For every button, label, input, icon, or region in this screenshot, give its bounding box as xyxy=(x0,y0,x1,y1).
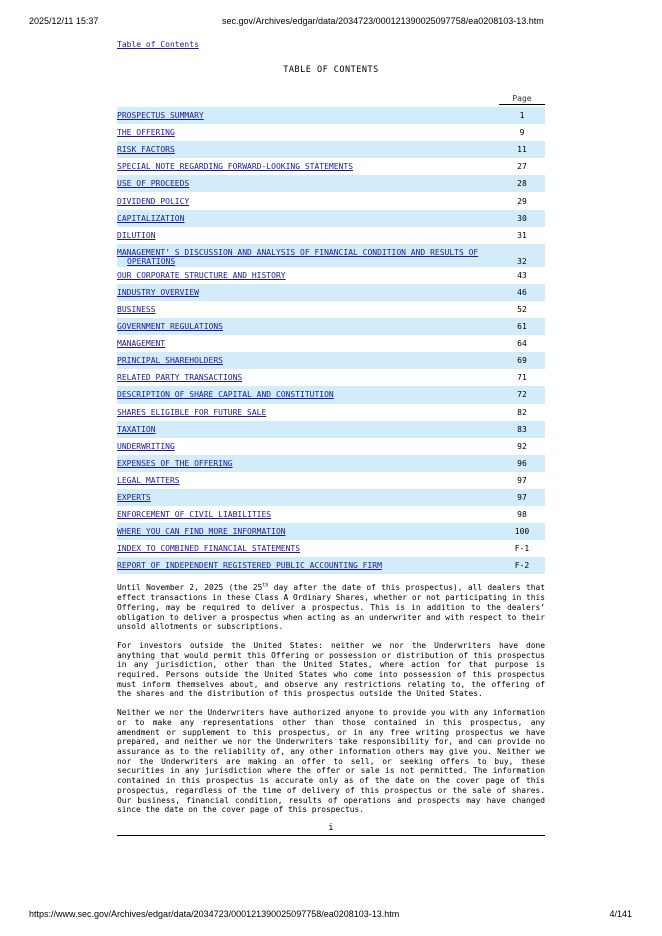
print-datetime: 2025/12/11 15:37 xyxy=(29,16,99,26)
toc-row xyxy=(117,301,545,318)
toc-page-number: 9 xyxy=(519,128,525,138)
toc-page-number: 92 xyxy=(517,441,527,451)
toc-page-number: 46 xyxy=(499,284,545,301)
non-us-investors-paragraph: For investors outside the United States: neither we nor the Underwriters have done anything that would permit this Offering or possession or distribution of this prospectus in any jurisdiction, other than the United States, where action for that purpose is required. Persons outside the United States who come into possession of this prospectus must inform themselves about, and observe any restrictions relating to, the offering of the shares and the distribution of this prospectus outside the United States. xyxy=(117,640,545,699)
toc-page-number: 71 xyxy=(517,373,527,383)
toc-page-number: 98 xyxy=(517,510,527,520)
toc-entry-link[interactable]: EXPENSES OF THE OFFERING xyxy=(117,458,233,468)
toc-page-number: 83 xyxy=(499,421,545,438)
toc-entry-link[interactable]: UNDERWRITING xyxy=(117,441,175,451)
toc-table xyxy=(117,89,545,574)
toc-row xyxy=(117,421,545,438)
toc-row xyxy=(117,523,545,540)
toc-entry-link[interactable]: WHERE YOU CAN FIND MORE INFORMATION xyxy=(117,527,286,537)
toc-entry-link[interactable]: EXPERTS xyxy=(117,493,151,503)
toc-row xyxy=(117,335,545,352)
toc-row xyxy=(117,489,545,506)
toc-page-number: 100 xyxy=(499,523,545,540)
page-title: TABLE OF CONTENTS xyxy=(283,65,379,75)
toc-page-number: F-1 xyxy=(514,544,530,554)
table-of-contents-link[interactable]: Table of Contents xyxy=(117,40,199,49)
toc-row xyxy=(117,141,545,158)
toc-entry-link[interactable]: USE OF PROCEEDS xyxy=(117,179,190,189)
toc-page-number: 28 xyxy=(499,175,545,192)
toc-page-number: 31 xyxy=(517,230,527,240)
toc-row xyxy=(117,175,545,192)
toc-page-number: 43 xyxy=(517,270,527,280)
toc-page-number: 97 xyxy=(517,475,527,485)
toc-row xyxy=(117,438,545,455)
toc-entry-link[interactable]: RELATED PARTY TRANSACTIONS xyxy=(117,373,243,383)
toc-entry-link[interactable]: MANAGEMENT xyxy=(117,339,166,349)
toc-entry-line1: MANAGEMENT’ S DISCUSSION AND ANALYSIS OF FINANCIAL CONDITION AND RESULTS OF xyxy=(117,247,479,257)
toc-entry-link[interactable]: GOVERNMENT REGULATIONS xyxy=(117,322,223,332)
toc-row xyxy=(117,267,545,284)
toc-page-number: 1 xyxy=(499,107,545,124)
toc-page-number: 96 xyxy=(499,455,545,472)
toc-header-row xyxy=(117,89,545,105)
toc-page-number: 61 xyxy=(499,318,545,335)
toc-header-spacer xyxy=(117,89,499,105)
toc-entry-link[interactable]: PRINCIPAL SHAREHOLDERS xyxy=(117,356,223,366)
document-page xyxy=(117,36,545,836)
toc-row xyxy=(117,472,545,489)
toc-page-number: 27 xyxy=(517,162,527,172)
toc-row xyxy=(117,284,545,301)
toc-entry-link[interactable]: DESCRIPTION OF SHARE CAPITAL AND CONSTITUTION xyxy=(117,390,334,400)
toc-row xyxy=(117,158,545,175)
toc-row xyxy=(117,227,545,244)
toc-entry-link[interactable]: SHARES ELIGIBLE FOR FUTURE SALE xyxy=(117,407,267,417)
toc-page-number: 64 xyxy=(517,339,527,349)
toc-entry-link[interactable]: INDEX TO COMBINED FINANCIAL STATEMENTS xyxy=(117,544,301,554)
toc-row xyxy=(117,244,545,267)
toc-entry-link[interactable]: TAXATION xyxy=(117,424,156,434)
toc-row xyxy=(117,404,545,421)
toc-row xyxy=(117,369,545,386)
toc-entry-link[interactable]: THE OFFERING xyxy=(117,128,175,138)
toc-entry-link[interactable]: REPORT OF INDEPENDENT REGISTERED PUBLIC ACCOUNTING FIRM xyxy=(117,561,382,571)
dealer-prospectus-delivery-paragraph: Until November 2, 2025 (the 25th day after the date of this prospectus), all dealers that effect transactions in these Class A Ordinary Shares, whether or not participating in this Offering, may be required to deliver a prospectus. This is in addition to the dealers’ obligation to deliver a prospectus when acting as an underwriter and with respect to their unsold allotments or subscriptions. xyxy=(117,582,545,632)
toc-row xyxy=(117,192,545,209)
toc-entry-link[interactable]: OUR CORPORATE STRUCTURE AND HISTORY xyxy=(117,270,286,280)
toc-page-number: 32 xyxy=(499,244,545,267)
toc-row xyxy=(117,557,545,574)
page-column-header: Page xyxy=(499,89,545,105)
toc-entry-link[interactable]: SPECIAL NOTE REGARDING FORWARD-LOOKING STATEMENTS xyxy=(117,162,354,172)
page-number: i xyxy=(328,822,334,833)
toc-page-number: 11 xyxy=(499,141,545,158)
toc-row xyxy=(117,386,545,403)
toc-entry-link[interactable]: PROSPECTUS SUMMARY xyxy=(117,111,204,121)
toc-row xyxy=(117,318,545,335)
toc-entry-link[interactable]: ENFORCEMENT OF CIVIL LIABILITIES xyxy=(117,510,272,520)
toc-page-number: 97 xyxy=(499,489,545,506)
toc-page-number: 29 xyxy=(517,196,527,206)
toc-entry-link[interactable]: BUSINESS xyxy=(117,304,156,314)
toc-entry-link[interactable] xyxy=(117,248,499,266)
page-bottom-rule xyxy=(117,835,545,836)
toc-page-number: 52 xyxy=(517,304,527,314)
toc-page-number: 82 xyxy=(517,407,527,417)
toc-row xyxy=(117,107,545,124)
toc-row xyxy=(117,210,545,227)
toc-entry-link[interactable]: INDUSTRY OVERVIEW xyxy=(117,287,199,297)
toc-entry-link[interactable]: CAPITALIZATION xyxy=(117,213,185,223)
toc-row xyxy=(117,506,545,523)
toc-entry-line2: OPERATIONS xyxy=(127,256,176,266)
toc-entry-link[interactable]: RISK FACTORS xyxy=(117,145,175,155)
toc-row xyxy=(117,124,545,141)
toc-entry-link[interactable]: LEGAL MATTERS xyxy=(117,475,180,485)
print-page-count: 4/141 xyxy=(609,909,632,919)
print-footer-url: https://www.sec.gov/Archives/edgar/data/2034723/000121390025097758/ea0208103-13.htm xyxy=(29,909,400,919)
toc-entry-link[interactable]: DIVIDEND POLICY xyxy=(117,196,190,206)
toc-page-number: 69 xyxy=(499,352,545,369)
toc-page-number: 72 xyxy=(499,386,545,403)
print-header-url: sec.gov/Archives/edgar/data/2034723/000121390025097758/ea0208103-13.htm xyxy=(222,16,544,26)
toc-page-number: F-2 xyxy=(499,557,545,574)
toc-row xyxy=(117,540,545,557)
toc-row xyxy=(117,455,545,472)
toc-entry-link[interactable]: DILUTION xyxy=(117,230,156,240)
toc-page-number: 30 xyxy=(499,210,545,227)
toc-row xyxy=(117,352,545,369)
authorization-disclaimer-paragraph: Neither we nor the Underwriters have authorized anyone to provide you with any information or to make any representations other than those contained in this prospectus, any amendment or supplement to this prospectus, or in any free writing prospectus we have prepared, and neither we nor the Underwriters take responsibility for, and can provide no assurance as to the reliability of, any other information others may give you. Neither we nor the Underwriters are making an offer to sell, or seeking offers to buy, these securities in any jurisdiction where the offer or sale is not permitted. The information contained in this prospectus is accurate only as of the date on the cover page of this prospectus, regardless of the time of delivery of this prospectus or the sale of shares. Our business, financial condition, results of operations and prospects may have changed since the date on the cover page of this prospectus. xyxy=(117,708,545,815)
